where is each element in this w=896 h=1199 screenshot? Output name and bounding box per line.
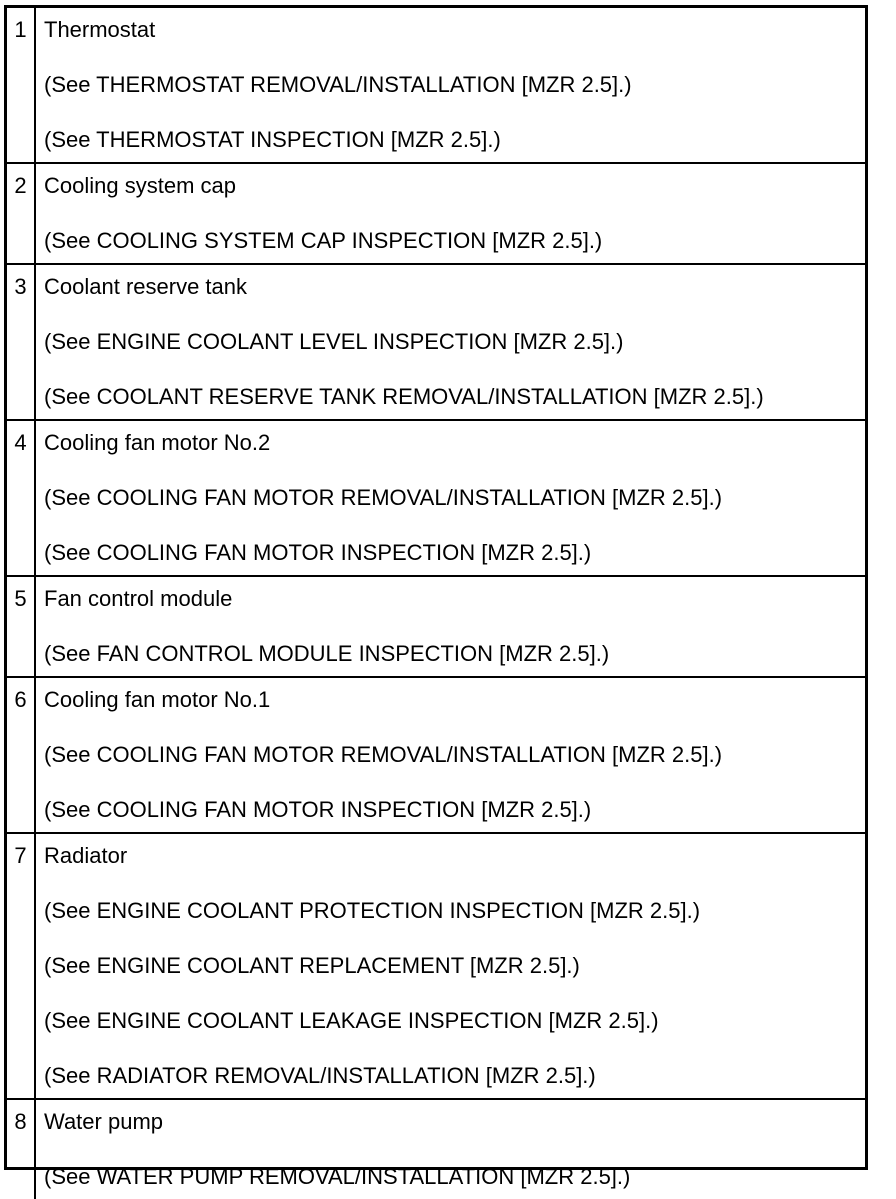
item-number: 2 bbox=[7, 162, 36, 263]
item-reference-link[interactable]: (See COOLING SYSTEM CAP INSPECTION [MZR 2.5].) bbox=[44, 228, 603, 253]
item-reference-link[interactable]: (See COOLING FAN MOTOR INSPECTION [MZR 2.5].) bbox=[44, 540, 592, 565]
item-reference-link[interactable]: (See COOLING FAN MOTOR REMOVAL/INSTALLATION [MZR 2.5].) bbox=[44, 742, 723, 767]
item-cell bbox=[36, 263, 865, 419]
item-cell bbox=[36, 676, 865, 832]
item-reference-link[interactable]: (See ENGINE COOLANT REPLACEMENT [MZR 2.5].) bbox=[44, 953, 580, 978]
item-name: Radiator bbox=[44, 843, 128, 868]
item-name: Thermostat bbox=[44, 17, 156, 42]
item-reference-link[interactable]: (See ENGINE COOLANT LEVEL INSPECTION [MZR 2.5].) bbox=[44, 329, 624, 354]
item-number: 6 bbox=[7, 676, 36, 832]
item-name: Cooling fan motor No.1 bbox=[44, 687, 271, 712]
item-cell bbox=[36, 162, 865, 263]
item-name: Water pump bbox=[44, 1109, 164, 1134]
item-reference-link[interactable]: (See THERMOSTAT INSPECTION [MZR 2.5].) bbox=[44, 127, 501, 152]
item-reference-link[interactable]: (See COOLING FAN MOTOR REMOVAL/INSTALLATION [MZR 2.5].) bbox=[44, 485, 723, 510]
item-reference-link[interactable]: (See THERMOSTAT REMOVAL/INSTALLATION [MZR 2.5].) bbox=[44, 72, 632, 97]
item-cell bbox=[36, 1098, 865, 1199]
item-number: 8 bbox=[7, 1098, 36, 1199]
item-reference-link[interactable]: (See COOLING FAN MOTOR INSPECTION [MZR 2.5].) bbox=[44, 797, 592, 822]
item-reference-link[interactable]: (See ENGINE COOLANT LEAKAGE INSPECTION [MZR 2.5].) bbox=[44, 1008, 659, 1033]
item-number: 7 bbox=[7, 832, 36, 1098]
item-number: 1 bbox=[7, 8, 36, 162]
item-number: 3 bbox=[7, 263, 36, 419]
item-cell bbox=[36, 419, 865, 575]
item-number: 5 bbox=[7, 575, 36, 676]
item-name: Coolant reserve tank bbox=[44, 274, 247, 299]
item-cell bbox=[36, 832, 865, 1098]
item-name: Fan control module bbox=[44, 586, 233, 611]
item-number: 4 bbox=[7, 419, 36, 575]
parts-table bbox=[4, 5, 868, 1189]
item-name: Cooling fan motor No.2 bbox=[44, 430, 271, 455]
item-reference-link[interactable]: (See COOLANT RESERVE TANK REMOVAL/INSTALLATION [MZR 2.5].) bbox=[44, 384, 764, 409]
item-cell bbox=[36, 575, 865, 676]
item-name: Cooling system cap bbox=[44, 173, 236, 198]
item-cell bbox=[36, 8, 865, 162]
item-reference-link[interactable]: (See FAN CONTROL MODULE INSPECTION [MZR 2.5].) bbox=[44, 641, 610, 666]
item-reference-link[interactable]: (See RADIATOR REMOVAL/INSTALLATION [MZR 2.5].) bbox=[44, 1063, 596, 1088]
item-reference-link[interactable]: (See WATER PUMP REMOVAL/INSTALLATION [MZR 2.5].) bbox=[44, 1164, 631, 1189]
item-reference-link[interactable]: (See ENGINE COOLANT PROTECTION INSPECTION [MZR 2.5].) bbox=[44, 898, 701, 923]
